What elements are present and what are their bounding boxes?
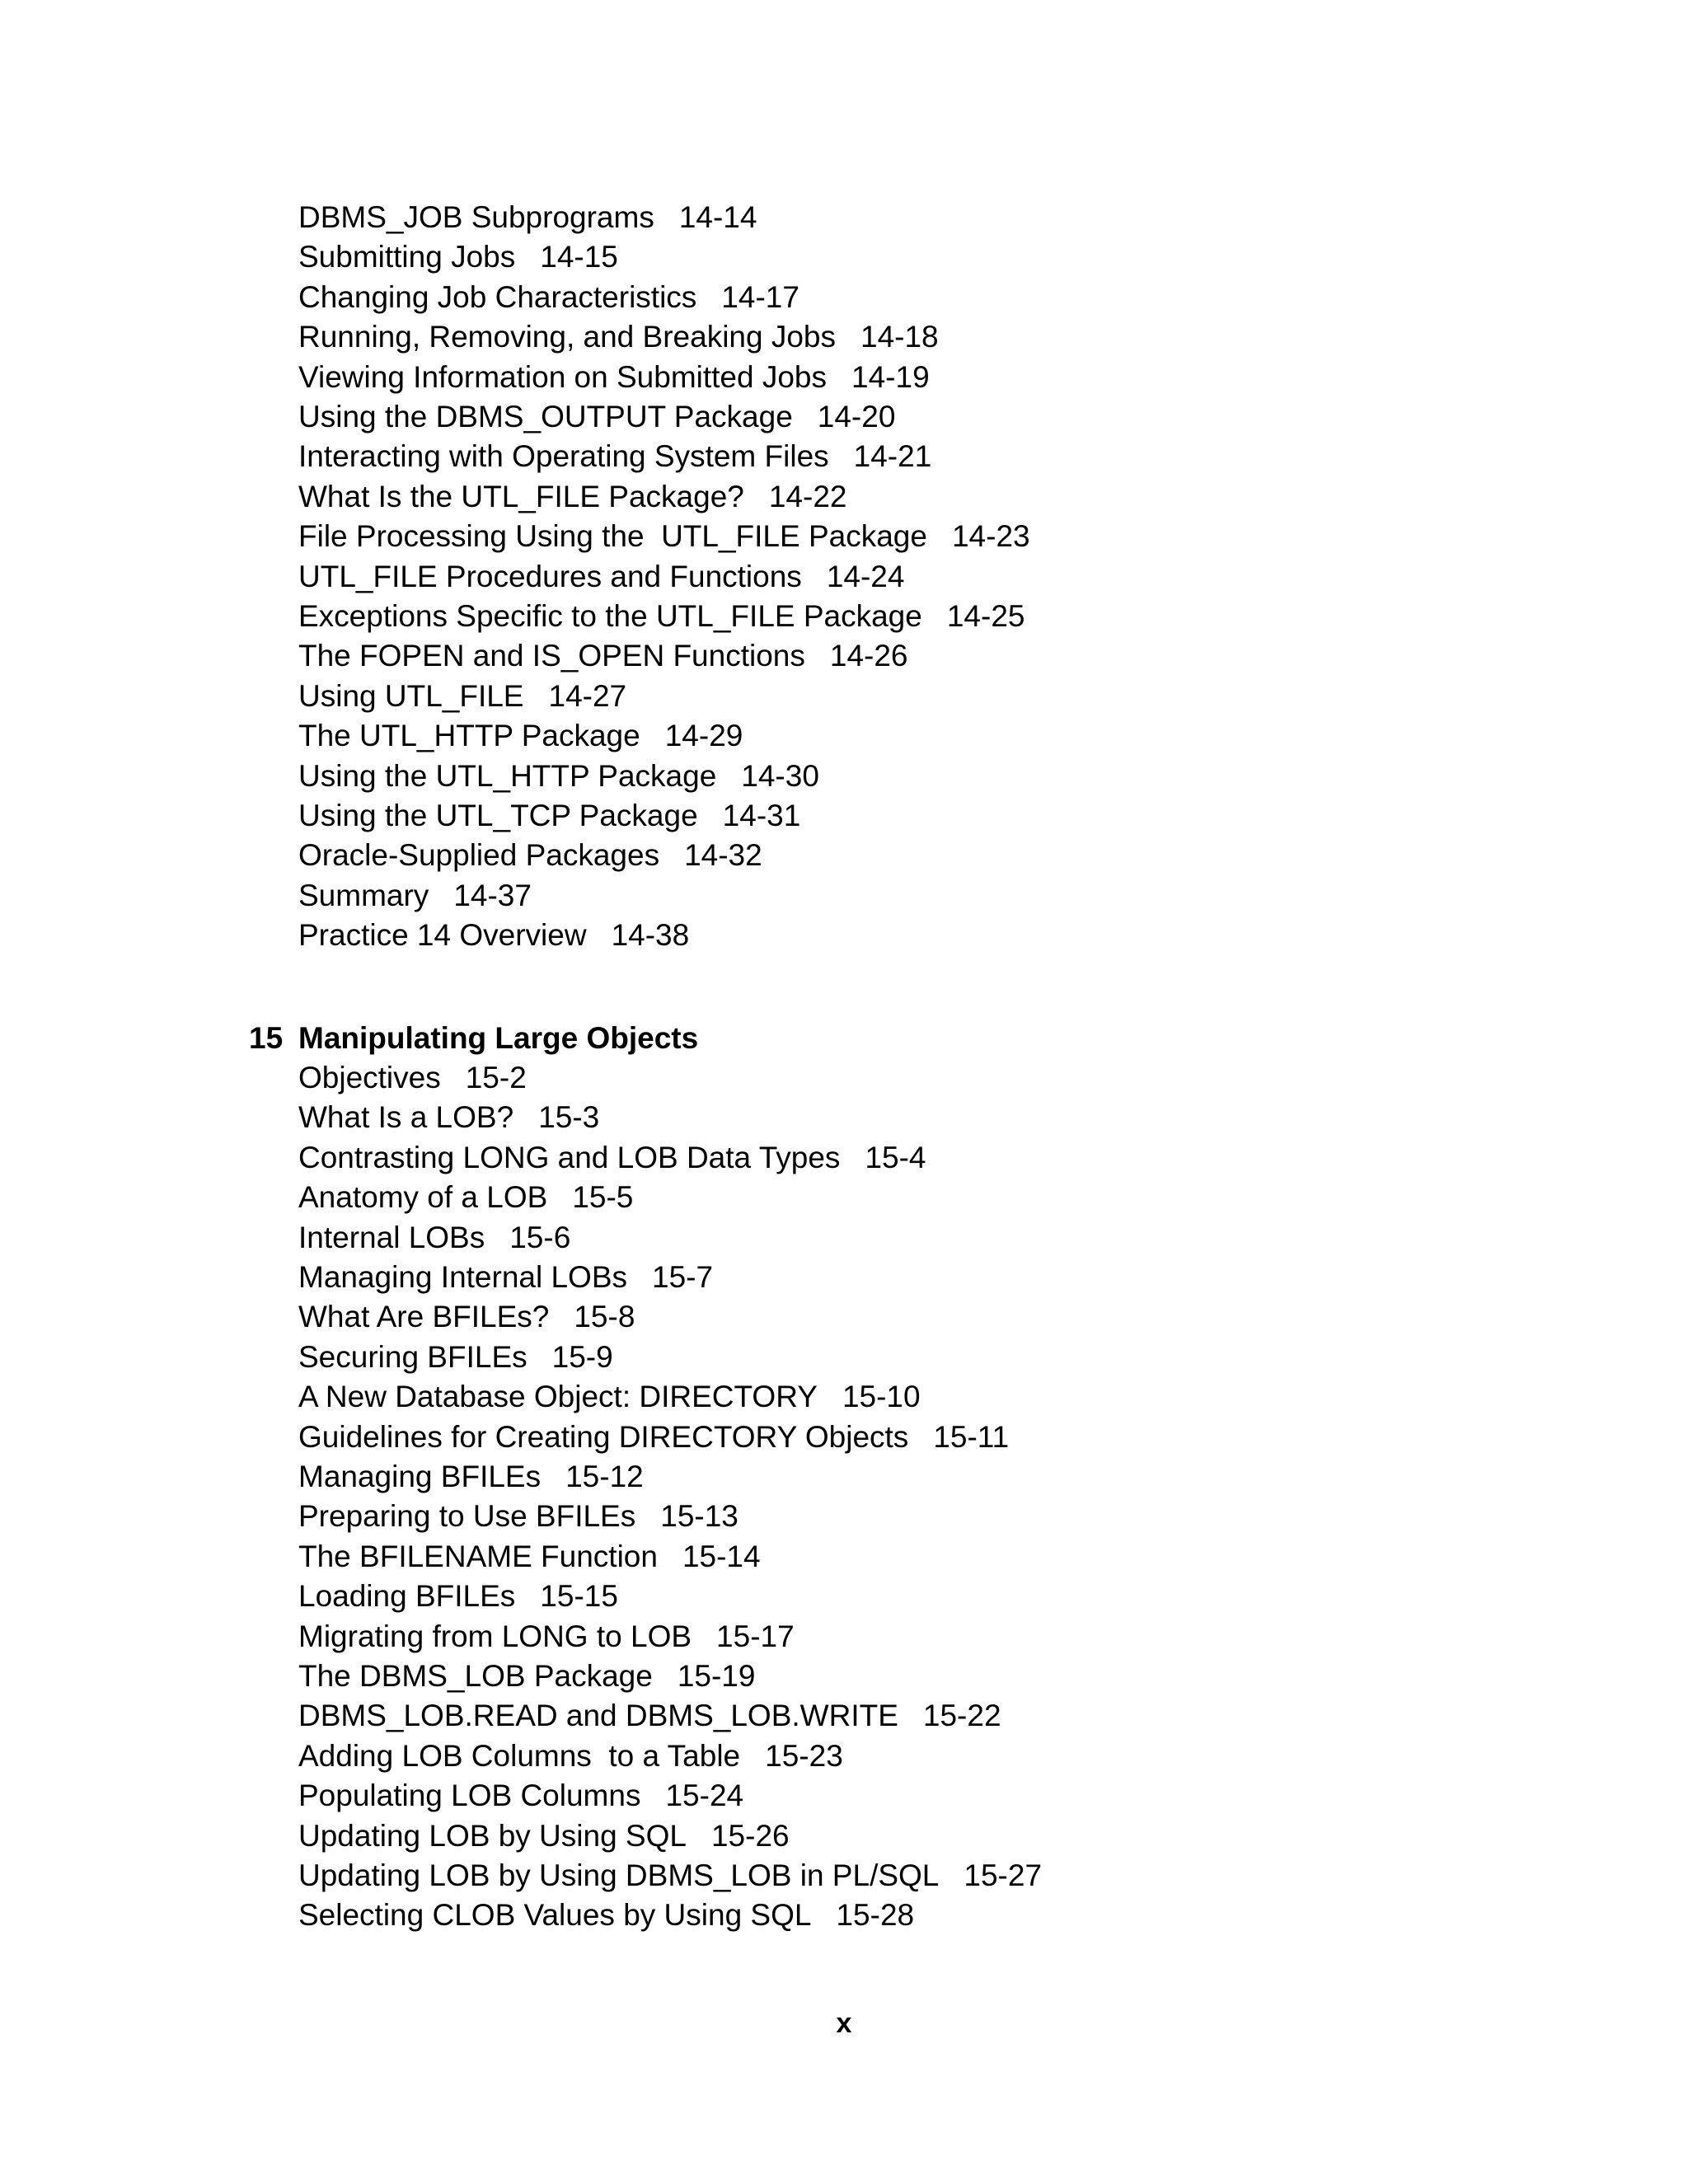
toc-entry-page: 14-32: [684, 838, 762, 873]
toc-entry-title: Anatomy of a LOB: [298, 1180, 548, 1215]
toc-entry-page: 14-15: [540, 240, 618, 274]
toc-entry: [298, 1738, 843, 1774]
toc-entry-page: 14-37: [453, 878, 532, 912]
toc-entry-page: 15-14: [682, 1539, 761, 1573]
toc-entry-page: 15-28: [836, 1898, 915, 1933]
toc-entry-title: Internal LOBs: [298, 1220, 485, 1254]
toc-entry: [298, 638, 908, 674]
toc-entry: [298, 559, 904, 595]
chapter-15-heading: [249, 1020, 698, 1057]
toc-entry-page: 15-5: [572, 1180, 634, 1215]
toc-entry-title: Managing Internal LOBs: [298, 1260, 628, 1294]
toc-entry-page: 14-23: [951, 519, 1030, 554]
toc-entry-title: Summary: [298, 878, 429, 912]
toc-entry-page: 14-14: [678, 200, 757, 234]
toc-entry-page: 14-24: [826, 559, 905, 593]
toc-entry: [298, 1658, 755, 1694]
toc-entry-title: Contrasting LONG and LOB Data Types: [298, 1140, 841, 1174]
toc-entry: [298, 1578, 618, 1615]
toc-entry-page: 14-19: [851, 359, 930, 394]
toc-entry-title: File Processing Using the UTL_FILE Package: [298, 519, 927, 554]
toc-entry-page: 15-13: [660, 1499, 738, 1534]
toc-entry-title: Migrating from LONG to LOB: [298, 1619, 692, 1653]
toc-entry-title: Loading BFILEs: [298, 1579, 516, 1614]
toc-entry-title: Objectives: [298, 1061, 441, 1094]
toc-entry-page: 14-18: [860, 320, 939, 354]
toc-entry-title: Viewing Information on Submitted Jobs: [298, 359, 828, 394]
page-footer-number: x: [836, 2008, 852, 2039]
toc-entry-page: 15-19: [677, 1659, 756, 1693]
toc-entry-page: 14-31: [722, 799, 801, 832]
toc-entry: [298, 359, 930, 396]
toc-entry-page: 15-22: [922, 1699, 1001, 1733]
toc-entry: [298, 1179, 633, 1216]
toc-entry-page: 15-26: [710, 1818, 790, 1853]
toc-entry-page: 14-17: [721, 279, 799, 314]
toc-entry-title: Using the DBMS_OUTPUT Package: [298, 400, 793, 434]
toc-entry-title: Adding LOB Columns to a Table: [298, 1738, 741, 1773]
toc-entry-page: 14-22: [768, 479, 847, 513]
toc-entry-title: Changing Job Characteristics: [298, 279, 697, 314]
toc-entry-page: 14-30: [741, 758, 819, 793]
toc-entry: [298, 1498, 738, 1535]
toc-entry-page: 14-26: [829, 639, 908, 673]
toc-entry-title: Guidelines for Creating DIRECTORY Objects: [298, 1419, 909, 1454]
toc-entry: [298, 1698, 1001, 1734]
toc-entry-page: 14-27: [548, 678, 627, 713]
toc-entry-title: DBMS_JOB Subprograms: [298, 200, 654, 234]
toc-entry: [298, 1339, 613, 1376]
toc-entry: [298, 837, 762, 874]
toc-entry-title: The DBMS_LOB Package: [298, 1659, 653, 1693]
toc-entry-page: 15-11: [933, 1419, 1010, 1454]
toc-entry: [298, 518, 1030, 555]
toc-entry-title: Using the UTL_TCP Package: [298, 799, 698, 832]
toc-entry: [298, 438, 931, 475]
toc-entry-page: 14-25: [946, 599, 1025, 633]
toc-entry-page: 15-12: [565, 1460, 644, 1493]
toc-entry-page: 14-20: [817, 400, 896, 434]
toc-entry-page: 15-7: [652, 1260, 714, 1294]
toc-entry-title: Using UTL_FILE: [298, 678, 524, 713]
toc-entry-title: Exceptions Specific to the UTL_FILE Package: [298, 599, 922, 633]
toc-entry: [298, 1060, 527, 1096]
toc-entry: [298, 1419, 1009, 1455]
toc-entry-page: 14-29: [664, 719, 743, 753]
toc-entry-title: Updating LOB by Using DBMS_LOB in PL/SQL: [298, 1858, 940, 1892]
toc-entry: [298, 598, 1025, 635]
toc-entry-page: 15-10: [842, 1380, 921, 1414]
toc-entry-title: Interacting with Operating System Files: [298, 439, 829, 474]
toc-entry: [298, 1818, 790, 1854]
toc-entry-page: 15-24: [665, 1779, 744, 1813]
toc-entry: [298, 1299, 635, 1335]
toc-entry: [298, 1619, 795, 1655]
toc-entry-title: Submitting Jobs: [298, 240, 516, 274]
toc-entry-page: 15-23: [765, 1738, 843, 1773]
toc-entry: [298, 678, 626, 715]
toc-entry: [298, 878, 532, 914]
toc-entry-page: 15-3: [538, 1100, 600, 1135]
toc-entry-title: The BFILENAME Function: [298, 1539, 658, 1573]
toc-entry: [298, 239, 618, 275]
toc-entry-title: The UTL_HTTP Package: [298, 719, 640, 753]
toc-entry-title: Managing BFILEs: [298, 1460, 542, 1493]
toc-entry: [298, 279, 799, 316]
toc-entry: [298, 1379, 921, 1415]
toc-entry: [298, 718, 743, 754]
toc-entry-page: 15-2: [465, 1061, 527, 1094]
toc-entry: [298, 1459, 644, 1495]
toc-entry: [298, 399, 895, 435]
toc-entry-title: Updating LOB by Using SQL: [298, 1818, 687, 1853]
toc-entry: [298, 199, 757, 236]
toc-entry: [298, 1539, 761, 1575]
toc-entry: [298, 798, 800, 834]
toc-entry: [298, 1259, 713, 1296]
toc-entry-title: Running, Removing, and Breaking Jobs: [298, 320, 836, 354]
toc-entry-page: 15-8: [574, 1300, 635, 1334]
toc-entry: [298, 1897, 914, 1933]
toc-entry-page: 15-9: [551, 1339, 613, 1374]
toc-entry-title: Securing BFILEs: [298, 1339, 528, 1374]
toc-entry: [298, 917, 689, 954]
toc-entry-title: DBMS_LOB.READ and DBMS_LOB.WRITE: [298, 1699, 898, 1733]
toc-entry: [298, 479, 847, 515]
toc-entry-title: What Are BFILEs?: [298, 1300, 550, 1334]
toc-entry-title: Oracle-Supplied Packages: [298, 838, 660, 873]
toc-entry: [298, 1858, 1042, 1894]
toc-entry-page: 15-15: [540, 1579, 618, 1614]
toc-entry: [298, 1099, 599, 1136]
toc-entry-title: UTL_FILE Procedures and Functions: [298, 559, 802, 593]
toc-entry-page: 14-38: [611, 918, 690, 953]
toc-entry: [298, 758, 819, 794]
toc-entry: [298, 319, 939, 355]
toc-entry-title: A New Database Object: DIRECTORY: [298, 1380, 818, 1414]
toc-entry: [298, 1220, 570, 1256]
toc-entry-title: What Is a LOB?: [298, 1100, 514, 1135]
toc-entry: [298, 1778, 743, 1814]
toc-entry-title: Preparing to Use BFILEs: [298, 1499, 636, 1534]
toc-entry-page: 14-21: [853, 439, 932, 474]
toc-entry-title: Using the UTL_HTTP Package: [298, 758, 717, 793]
chapter-number: 15: [249, 1021, 284, 1055]
toc-entry-title: The FOPEN and IS_OPEN Functions: [298, 639, 805, 673]
chapter-title: Manipulating Large Objects: [298, 1021, 699, 1055]
toc-entry-page: 15-4: [865, 1140, 926, 1174]
toc-entry-title: Populating LOB Columns: [298, 1779, 641, 1813]
toc-entry-title: Selecting CLOB Values by Using SQL: [298, 1898, 812, 1933]
toc-entry-page: 15-17: [716, 1619, 795, 1653]
toc-entry-page: 15-27: [964, 1858, 1043, 1892]
toc-entry-title: Practice 14 Overview: [298, 918, 587, 953]
toc-entry-page: 15-6: [509, 1220, 571, 1254]
toc-entry-title: What Is the UTL_FILE Package?: [298, 479, 744, 513]
toc-entry: [298, 1140, 926, 1176]
